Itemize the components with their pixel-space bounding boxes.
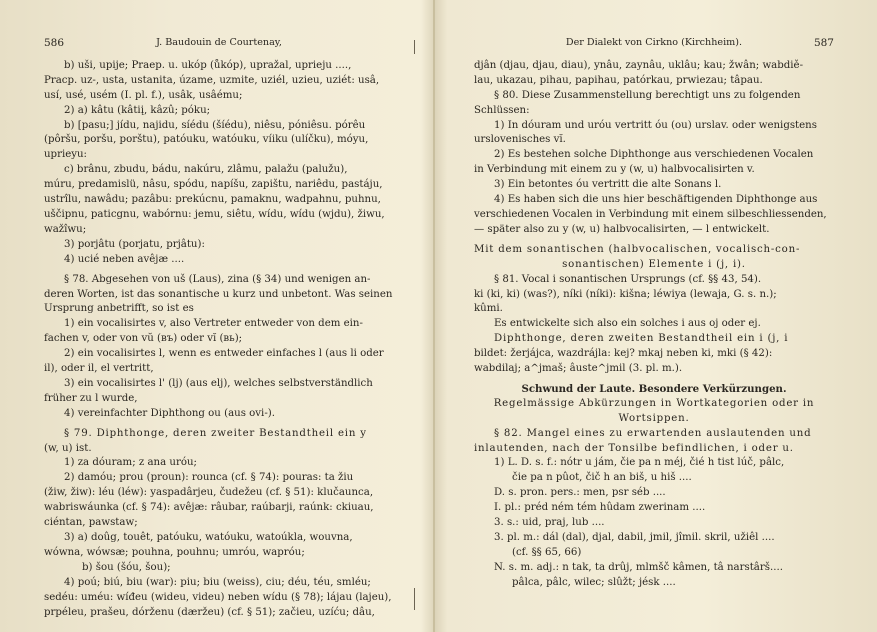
text-line: 1) L. D. s. f.: nótr u jám, čie pa n méj, čié h tist lúč, pâlc, bbox=[494, 457, 785, 469]
text-line: inlautenden, nach der Tonsilbe befindlichen, i oder u. bbox=[474, 442, 794, 454]
text-line: I. pl.: préd ném tém hûdam zwerinam .... bbox=[494, 502, 706, 514]
text-line: kûmi. bbox=[474, 303, 503, 315]
text-line: 2) a) kâtu (kâtiį, kâzû; póku; bbox=[64, 104, 211, 116]
text-line: 4) ucié neben avêjæ .... bbox=[64, 253, 185, 265]
text-line: in Verbindung mit einem zu y (w, u) halbvocalisirten v. bbox=[474, 164, 755, 176]
text-line: ki (ki, ki) (was?), níki (níki): kišna; léwiya (lewaja, G. s. n.); bbox=[474, 288, 777, 300]
text-line: (žiw, žiw): léu (léw): yaspadârjeu, čudežeu (cf. § 51): klučaunca, bbox=[44, 487, 374, 499]
running-head: J. Baudouin de Courtenay, bbox=[156, 37, 282, 48]
text-line: 3) Ein betontes óu vertritt die alte Sonans l. bbox=[494, 179, 722, 191]
text-line: 3) porjâtu (porjatu, prjâtu): bbox=[64, 238, 205, 250]
text-line: Wortsippen. bbox=[618, 412, 690, 424]
left-page-body bbox=[44, 59, 394, 621]
text-line: sedéu: uméu: wíđeu (wideu, videu) neben wídu (§ 78); lájau (lajeu), bbox=[44, 591, 392, 603]
text-line: 3) a) doûg, touêt, patóuku, watóuku, watoúkla, wouvna, bbox=[64, 532, 353, 543]
text-line: Pracp. uz-, usta, ustanita, úzame, uzmite, uziél, uzieu, uziét: usâ, bbox=[44, 74, 380, 86]
text-line: uščipnu, paticgnu, wabórnu: jemu, siêtu, wídu, wídu (wjdu), žiwu, bbox=[44, 208, 385, 220]
text-line: — später also zu y (w, u) halbvocalisirten, — l entwickelt. bbox=[474, 223, 770, 235]
text-line: 3) ein vocalisirtes l' (lj) (aus elj), welches selbstverständlich bbox=[64, 377, 373, 389]
text-line: § 82. Mangel eines zu erwartenden auslautenden und bbox=[494, 427, 812, 439]
text-line: wažîwu; bbox=[44, 223, 87, 235]
text-line: D. s. pron. pers.: men, psr séb .... bbox=[494, 487, 666, 499]
text-line: 4) Es haben sich die uns hier beschäftigenden Diphthonge aus bbox=[494, 194, 818, 206]
text-line: 4) vereinfachter Diphthong ou (aus ovi-). bbox=[64, 407, 275, 419]
text-line: uprieyu: bbox=[44, 149, 87, 161]
page-gutter bbox=[433, 0, 435, 632]
text-line: b) [pasu;] jídu, najidu, síédu (šíédu), niêsu, póniêsu. pórêu bbox=[64, 119, 366, 131]
text-line: Regelmässige Abkürzungen in Wortkategorien oder in bbox=[493, 397, 815, 409]
page-number: 586 bbox=[44, 37, 65, 49]
text-line: prpéleu, prašeu, dórženu (dæržeu) (cf. § 51); začieu, uzíću; dâu, bbox=[44, 606, 375, 618]
text-line: früher zu l wurde, bbox=[44, 392, 138, 404]
text-line: ustrîlu, nawâdu; pazâbu: prekúcnu, pamaknu, wadpahnu, puhnu, bbox=[44, 194, 381, 206]
text-line: djân (djau, djau, diau), ynâu, zaynâu, uklâu; kau; žwân; wabdiě- bbox=[474, 59, 804, 71]
text-line: 2) ein vocalisirtes l, wenn es entweder einfaches l (aus li oder bbox=[64, 348, 384, 360]
text-line: il), oder il, el vertritt, bbox=[44, 363, 154, 375]
text-line: múru, predamislü, nâsu, spódu, napíšu, zapištu, nariêdu, pastáju, bbox=[44, 179, 383, 191]
running-head: Der Dialekt von Cirkno (Kirchheim). bbox=[565, 37, 743, 48]
text-line: § 81. Vocal i sonantischen Ursprungs (cf. §§ 43, 54). bbox=[494, 273, 762, 285]
text-line: čie pa n pûot, čič h an biš, u hiš .... bbox=[512, 472, 692, 484]
text-line: 4) poú; biú, biu (war): piu; biu (weiss), ciu; déu, téu, smléu; bbox=[64, 576, 371, 588]
text-line: wówna, wówsæ; pouhna, pouhnu; umróu, wapróu; bbox=[44, 546, 305, 558]
text-line: deren Worten, ist das sonantische u kurz und unbetont. Was seinen bbox=[44, 288, 393, 300]
text-line: § 78. Abgesehen von uš (Laus), zina (§ 34) und wenigen an- bbox=[64, 273, 371, 285]
right-page-header bbox=[474, 36, 834, 51]
right-page bbox=[474, 36, 834, 591]
text-line: 2) Es bestehen solche Diphthonge aus verschiedenen Vocalen bbox=[494, 149, 814, 161]
text-line: pâlca, pâlc, wilec; slûžt; jésk .... bbox=[512, 576, 676, 588]
left-page-header bbox=[44, 36, 394, 51]
text-line: (cf. §§ 65, 66) bbox=[512, 546, 582, 558]
text-line: 3. s.: uid, praj, lub .... bbox=[494, 517, 605, 529]
text-line: b) uši, upije; Praep. u. ukóp (ůkóp), upražal, uprieju ...., bbox=[64, 59, 352, 71]
text-line: 3. pl. m.: dál (dal), djal, dabil, jmil, jîmil. skril, užiêl .... bbox=[494, 532, 775, 543]
page-number: 587 bbox=[813, 37, 834, 49]
text-line: 1) ein vocalisirtes v, also Vertreter entweder von dem ein- bbox=[64, 318, 363, 330]
text-line: lau, ukazau, pihau, papihau, patórkau, prwiezau; tâpau. bbox=[474, 74, 763, 86]
text-line: c) brânu, zbudu, bádu, nakúru, zlâmu, palažu (palužu), bbox=[64, 164, 348, 176]
text-line: 2) damóu; prou (proun): rounca (cf. § 74): pouras: ta žiu bbox=[64, 472, 354, 484]
text-line: sonantischen) Elemente i (j, i). bbox=[562, 258, 746, 270]
text-line: Ursprung anbetrifft, so ist es bbox=[44, 303, 194, 315]
text-line: Es entwickelte sich also ein solches i aus oj oder ej. bbox=[494, 318, 761, 330]
text-line: wabdilaj; a^jmaš; âuste^jmil (3. pl. m.). bbox=[474, 363, 683, 375]
text-line: § 79. Diphthonge, deren zweiter Bestandtheil ein y bbox=[64, 427, 367, 439]
text-line: wabriswáunka (cf. § 74): avêjæ: râubar, raúbarji, raúnk: ckiuau, bbox=[44, 502, 374, 514]
text-line: N. s. m. adj.: n tak, ta drûj, mlmšč kâmen, tâ narstârš.... bbox=[494, 561, 783, 573]
text-line: urslovenisches vĭ. bbox=[474, 134, 566, 146]
margin-mark bbox=[414, 588, 415, 610]
text-line: Schlüssen: bbox=[474, 104, 530, 116]
text-line: § 80. Diese Zusammenstellung berechtigt uns zu folgenden bbox=[494, 89, 801, 101]
text-line: ciéntan, pawstaw; bbox=[44, 517, 138, 529]
text-line: Mit dem sonantischen (halbvocalischen, vocalisch-con- bbox=[474, 243, 801, 255]
text-line: (pôršu, poršu, porštu), patóuku, watóuku, víiku (ulíčku), móyu, bbox=[44, 134, 369, 146]
text-line: verschiedenen Vocalen in Verbindung mit einem silbeschliessenden, bbox=[474, 208, 827, 220]
text-line: Diphthonge, deren zweiten Bestandtheil ein i (j, i bbox=[494, 333, 789, 345]
text-line: (w, u) ist. bbox=[44, 442, 92, 454]
left-page bbox=[44, 36, 394, 620]
text-line: fachen v, oder von vŭ (въ) oder vĭ (вь); bbox=[44, 333, 243, 345]
text-line: bildet: žerjájca, wazdrájla: kej? mkaj neben ki, mki (§ 42): bbox=[474, 348, 773, 360]
text-line: usí, usé, usém (I. pl. f.), usâk, usâému; bbox=[44, 89, 243, 101]
text-line: Schwund der Laute. Besondere Verkürzungen. bbox=[521, 382, 787, 395]
margin-mark bbox=[414, 40, 415, 54]
right-page-body bbox=[474, 59, 834, 591]
text-line: b) šou (šóu, šou); bbox=[82, 561, 171, 573]
text-line: 1) za dóuram; z ana uróu; bbox=[64, 457, 197, 469]
text-line: 1) In dóuram und uróu vertritt óu (ou) urslav. oder wenigstens bbox=[494, 119, 817, 131]
